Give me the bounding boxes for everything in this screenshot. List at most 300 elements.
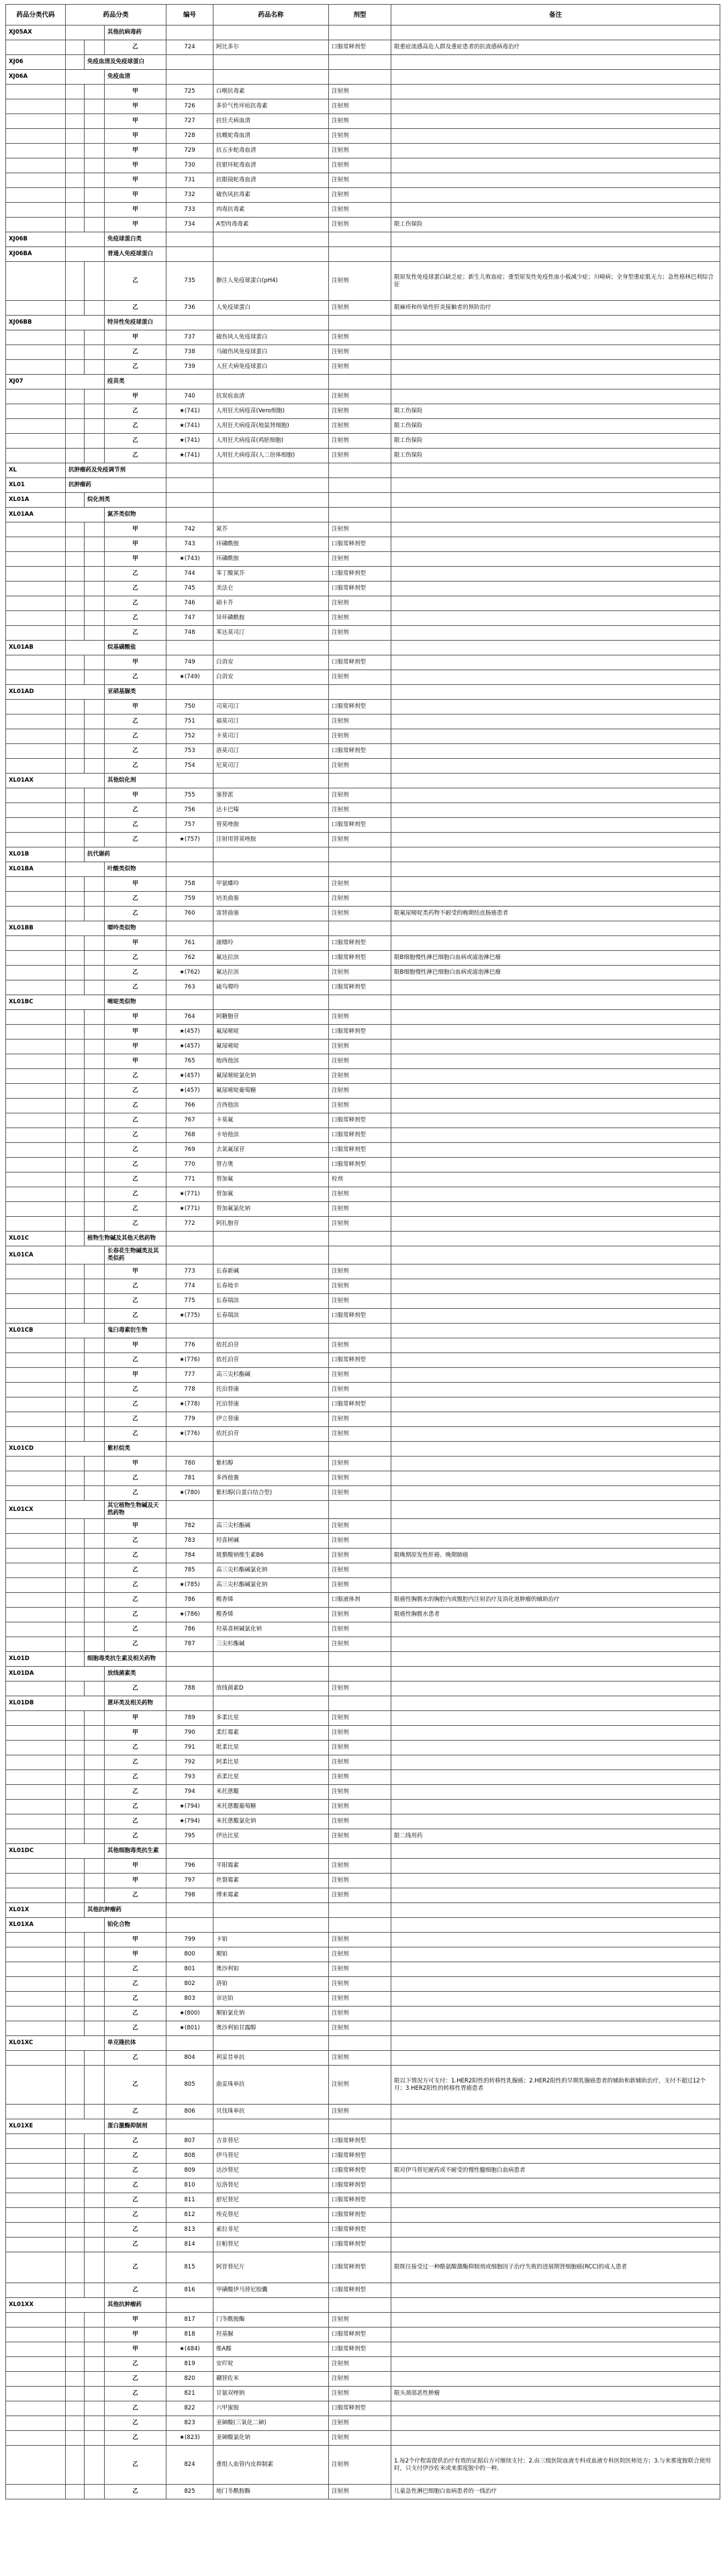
category-name: 铂化合物 [105,1918,166,1933]
remarks [391,892,720,907]
drug-row [6,1084,720,1099]
drug-name: 雷替曲塞 [213,907,329,921]
remarks [391,2105,720,2119]
drug-number: 758 [166,877,213,892]
dosage-form: 栓剂 [329,1172,391,1187]
category-name: 其他细胞毒类抗生素 [105,1844,166,1859]
drug-number: 745 [166,582,213,596]
remarks [391,129,720,144]
empty-cell [6,1829,66,1844]
dosage-form: 注射剂 [329,1457,391,1471]
empty-cell [85,744,105,759]
empty-cell [213,493,329,508]
drug-name: 卡培他滨 [213,1128,329,1143]
drug-number: ★(741) [166,404,213,419]
empty-cell [66,188,85,203]
drug-grade: 甲 [105,936,166,951]
drug-grade: 乙 [105,1578,166,1593]
category-row [6,641,720,655]
drug-grade: 乙 [105,2149,166,2164]
drug-row [6,582,720,596]
drug-grade: 甲 [105,1264,166,1279]
empty-cell [85,2431,105,2446]
empty-cell [329,921,391,936]
empty-cell [391,1903,720,1918]
drug-name: 托泊替康 [213,1383,329,1397]
drug-name: 长春瑞滨 [213,1294,329,1309]
remarks [391,99,720,114]
drug-row [6,1947,720,1962]
drug-name: 阿扎胞苷 [213,1217,329,1232]
empty-cell [329,1918,391,1933]
empty-cell [85,2066,105,2105]
drug-grade: 甲 [105,537,166,552]
drug-name: 亚砷酸(三氧化二砷) [213,2416,329,2431]
empty-cell [329,1232,391,1246]
remarks [391,1977,720,1992]
category-row [6,1324,720,1338]
empty-cell [6,1800,66,1814]
drug-grade: 乙 [105,434,166,449]
category-name: 免疫血清及免疫球蛋白 [85,55,166,70]
empty-cell [329,26,391,40]
dosage-form: 注射剂 [329,389,391,404]
drug-grade: 乙 [105,345,166,360]
empty-cell [66,360,85,375]
drug-number: 744 [166,567,213,582]
drug-name: 抗五步蛇毒血清 [213,144,329,158]
drug-grade: 乙 [105,1622,166,1637]
category-indent [66,1667,105,1682]
empty-cell [391,2036,720,2051]
dosage-form: 注射剂 [329,1947,391,1962]
empty-cell [213,508,329,522]
category-indent [66,232,105,247]
dosage-form: 口服常释剂型 [329,2134,391,2149]
category-indent [66,493,85,508]
drug-number: 731 [166,173,213,188]
drug-grade: 乙 [105,1069,166,1084]
empty-cell [6,2193,66,2208]
empty-cell [66,1947,85,1962]
category-code: XJ06BB [6,316,66,330]
empty-cell [6,759,66,774]
empty-cell [6,2387,66,2401]
empty-cell [166,2119,213,2134]
empty-cell [85,552,105,567]
remarks [391,1187,720,1202]
drug-name: 奥沙利铂甘露醇 [213,2021,329,2036]
drug-row [6,404,720,419]
empty-cell [329,1246,391,1264]
remarks [391,788,720,803]
empty-cell [66,1549,85,1563]
empty-cell [85,1711,105,1726]
drug-grade: 乙 [105,2193,166,2208]
empty-cell [6,1486,66,1501]
empty-cell [213,641,329,655]
header-code: 药品分类代码 [6,5,66,26]
drug-name: 替加氟 [213,1187,329,1202]
category-code: XJ07 [6,375,66,389]
empty-cell [329,493,391,508]
category-code: XL01B [6,847,66,862]
empty-cell [6,1143,66,1158]
category-row [6,316,720,330]
category-indent [66,26,105,40]
empty-cell [213,847,329,862]
remarks [391,1099,720,1113]
empty-cell [6,1608,66,1622]
empty-cell [66,1397,85,1412]
dosage-form: 注射剂 [329,522,391,537]
drug-row [6,1608,720,1622]
drug-number: 782 [166,1519,213,1534]
drug-grade: 乙 [105,803,166,818]
empty-cell [6,1128,66,1143]
dosage-form: 注射剂 [329,966,391,980]
drug-grade: 乙 [105,1593,166,1608]
drug-grade: 乙 [105,2401,166,2416]
header-drug-name: 药品名称 [213,5,329,26]
empty-cell [6,262,66,301]
remarks [391,1383,720,1397]
drug-number: ★(801) [166,2021,213,2036]
drug-grade: 乙 [105,1755,166,1770]
dosage-form: 注射剂 [329,1338,391,1353]
table-header-row [6,5,720,26]
drug-row [6,301,720,316]
dosage-form: 注射剂 [329,301,391,316]
empty-cell [66,2134,85,2149]
drug-row [6,1785,720,1800]
remarks [391,2021,720,2036]
empty-cell [66,1563,85,1578]
empty-cell [66,2283,85,2298]
table-body [6,26,720,2499]
drug-row [6,2021,720,2036]
empty-cell [6,2134,66,2149]
empty-cell [6,419,66,434]
empty-cell [213,1903,329,1918]
dosage-form: 口服常释剂型 [329,1128,391,1143]
empty-cell [85,2328,105,2342]
dosage-form: 口服常释剂型 [329,2149,391,2164]
category-row [6,70,720,85]
empty-cell [213,2036,329,2051]
empty-cell [391,478,720,493]
drug-row [6,1962,720,1977]
drug-name: 氮芥 [213,522,329,537]
empty-cell [391,921,720,936]
drug-grade: 乙 [105,2372,166,2387]
empty-cell [66,2051,85,2066]
empty-cell [6,1947,66,1962]
drug-number: 753 [166,744,213,759]
empty-cell [166,2036,213,2051]
empty-cell [66,1353,85,1368]
drug-name: 阿比多尔 [213,40,329,55]
drug-number: ★(457) [166,1069,213,1084]
dosage-form: 口服常释剂型 [329,1025,391,1040]
empty-cell [66,129,85,144]
drug-grade: 乙 [105,1309,166,1324]
empty-cell [213,1324,329,1338]
remarks [391,670,720,685]
empty-cell [85,2134,105,2149]
drug-number: ★(776) [166,1427,213,1442]
drug-grade: 乙 [105,1383,166,1397]
drug-name: 地门冬酰胺酶 [213,2485,329,2499]
remarks [391,2007,720,2021]
drug-row [6,1874,720,1888]
empty-cell [6,1457,66,1471]
remarks: 限癌性胸腹水患者 [391,1608,720,1622]
empty-cell [6,611,66,626]
empty-cell [66,158,85,173]
drug-row [6,188,720,203]
dosage-form: 注射剂 [329,892,391,907]
drug-name: 依托泊苷 [213,1338,329,1353]
drug-row [6,522,720,537]
drug-row [6,330,720,345]
drug-name: 柔红霉素 [213,1726,329,1741]
empty-cell [6,522,66,537]
drug-grade: 乙 [105,2238,166,2252]
dosage-form: 注射剂 [329,1814,391,1829]
empty-cell [6,1202,66,1217]
remarks [391,1338,720,1353]
empty-cell [66,1010,85,1025]
remarks: 限B细胞慢性淋巴细胞白血病或滤泡淋巴瘤 [391,951,720,966]
empty-cell [66,1519,85,1534]
empty-cell [85,729,105,744]
empty-cell [85,2105,105,2119]
category-code: XL01A [6,493,66,508]
empty-cell [6,1593,66,1608]
drug-name: 去氧氟尿苷 [213,1143,329,1158]
empty-cell [6,966,66,980]
remarks: 限工伤保险 [391,419,720,434]
drug-row [6,1829,720,1844]
empty-cell [85,1457,105,1471]
category-code: XJ06B [6,232,66,247]
category-code: XL01CA [6,1246,66,1264]
remarks: 限晚期原发性肝癌、晚期肺癌 [391,1549,720,1563]
empty-cell [85,951,105,966]
empty-cell [213,1501,329,1519]
drug-number: ★(484) [166,2342,213,2357]
dosage-form: 注射剂 [329,1519,391,1534]
drug-row [6,1397,720,1412]
drug-grade: 乙 [105,611,166,626]
dosage-form: 口服常释剂型 [329,567,391,582]
drug-grade: 乙 [105,759,166,774]
empty-cell [6,173,66,188]
dosage-form: 注射剂 [329,1412,391,1427]
empty-cell [329,1903,391,1918]
empty-cell [329,2298,391,2313]
drug-name: 抗银环蛇毒血清 [213,158,329,173]
drug-number: 794 [166,1785,213,1800]
empty-cell [166,508,213,522]
category-row [6,478,720,493]
empty-cell [66,818,85,833]
dosage-form: 注射剂 [329,419,391,434]
remarks: 限B细胞慢性淋巴细胞白血病或滤泡淋巴瘤 [391,966,720,980]
empty-cell [85,1486,105,1501]
drug-number: 800 [166,1947,213,1962]
empty-cell [6,129,66,144]
drug-name: 破伤风抗毒素 [213,188,329,203]
drug-grade: 乙 [105,1682,166,1696]
remarks [391,1368,720,1383]
empty-cell [391,685,720,700]
dosage-form: 注射剂 [329,715,391,729]
empty-cell [6,1025,66,1040]
drug-number: 736 [166,301,213,316]
drug-grade: 甲 [105,788,166,803]
drug-name: 甲磺酸伊马替尼胶囊 [213,2283,329,2298]
empty-cell [85,1338,105,1353]
drug-row [6,1412,720,1427]
empty-cell [6,1353,66,1368]
drug-number: 763 [166,980,213,995]
drug-grade: 乙 [105,567,166,582]
empty-cell [213,1918,329,1933]
drug-number: 732 [166,188,213,203]
empty-cell [213,1442,329,1457]
drug-grade: 乙 [105,1814,166,1829]
dosage-form: 注射剂 [329,1099,391,1113]
category-row [6,862,720,877]
drug-number: 796 [166,1859,213,1874]
drug-number: ★(794) [166,1814,213,1829]
dosage-form: 注射剂 [329,1711,391,1726]
drug-number: 812 [166,2208,213,2223]
drug-name: 斑蝥酸钠维生素B6 [213,1549,329,1563]
drug-grade: 乙 [105,596,166,611]
empty-cell [213,995,329,1010]
remarks [391,345,720,360]
drug-number: 756 [166,803,213,818]
empty-cell [329,685,391,700]
category-row [6,921,720,936]
category-code: XL01XX [6,2298,66,2313]
drug-number: 805 [166,2066,213,2105]
empty-cell [166,55,213,70]
category-name: 免疫球蛋白类 [105,232,166,247]
category-name: 植物生物碱及其他天然药物 [85,1232,166,1246]
drug-row [6,670,720,685]
empty-cell [391,26,720,40]
category-row [6,847,720,862]
remarks [391,2051,720,2066]
empty-cell [6,1338,66,1353]
empty-cell [166,478,213,493]
drug-number: 818 [166,2328,213,2342]
drug-row [6,2223,720,2238]
empty-cell [66,1486,85,1501]
dosage-form: 注射剂 [329,1294,391,1309]
empty-cell [66,2066,85,2105]
empty-cell [213,55,329,70]
remarks [391,1947,720,1962]
category-code: XL [6,463,66,478]
dosage-form: 口服常释剂型 [329,655,391,670]
remarks [391,1025,720,1040]
empty-cell [6,596,66,611]
remarks [391,1353,720,1368]
empty-cell [66,1471,85,1486]
drug-row [6,2007,720,2021]
empty-cell [66,2401,85,2416]
empty-cell [6,1099,66,1113]
empty-cell [66,567,85,582]
empty-cell [85,1933,105,1947]
drug-row [6,1279,720,1294]
empty-cell [66,2223,85,2238]
empty-cell [85,1158,105,1172]
remarks [391,1622,720,1637]
empty-cell [6,2051,66,2066]
remarks [391,389,720,404]
category-code: XL01 [6,478,66,493]
empty-cell [66,729,85,744]
drug-name: 多价气性坏疽抗毒素 [213,99,329,114]
empty-cell [6,1682,66,1696]
dosage-form: 注射剂 [329,877,391,892]
remarks [391,1534,720,1549]
remarks [391,1992,720,2007]
empty-cell [6,907,66,921]
drug-grade: 乙 [105,2223,166,2238]
category-indent [66,1324,105,1338]
empty-cell [66,1992,85,2007]
remarks [391,1800,720,1814]
drug-name: 米托蒽醌葡萄糖 [213,1800,329,1814]
drug-number: 747 [166,611,213,626]
drug-name: 重组人血管内皮抑制素 [213,2446,329,2485]
empty-cell [66,936,85,951]
drug-name: 人用狂犬病疫苗(Vero细胞) [213,404,329,419]
drug-name: 羟基脲 [213,2328,329,2342]
drug-name: 放线菌素D [213,1682,329,1696]
drug-name: 洛莫司汀 [213,744,329,759]
empty-cell [85,567,105,582]
drug-row [6,1726,720,1741]
remarks [391,2283,720,2298]
drug-name: 奥沙利铂 [213,1962,329,1977]
empty-cell [66,2007,85,2021]
empty-cell [85,537,105,552]
empty-cell [213,1232,329,1246]
empty-cell [213,774,329,788]
dosage-form: 注射剂 [329,1187,391,1202]
remarks [391,1785,720,1800]
empty-cell [66,2208,85,2223]
dosage-form: 口服常释剂型 [329,1309,391,1324]
drug-grade: 甲 [105,522,166,537]
empty-cell [66,582,85,596]
drug-name: 替莫唑胺 [213,818,329,833]
empty-cell [329,247,391,262]
drug-grade: 甲 [105,218,166,232]
empty-cell [66,1829,85,1844]
empty-cell [85,1859,105,1874]
drug-grade: 甲 [105,173,166,188]
empty-cell [66,907,85,921]
